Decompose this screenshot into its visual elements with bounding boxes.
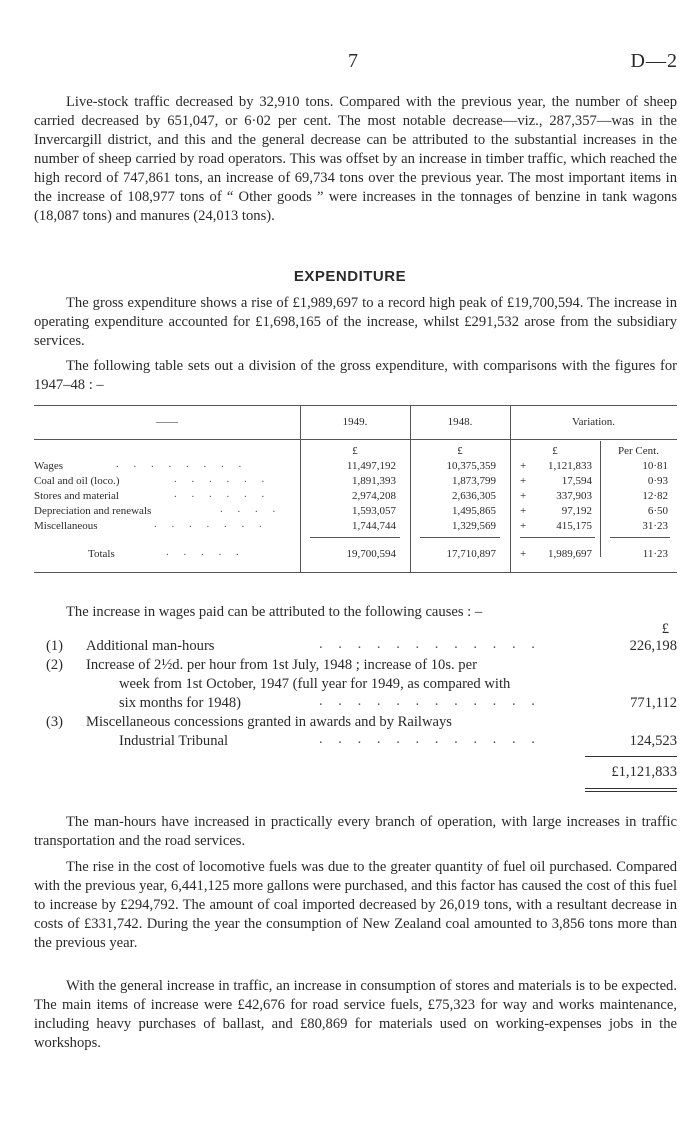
cause-text: six months for 1948) (119, 695, 242, 711)
total-variation-sign: + (520, 548, 527, 560)
variation-sign: + (520, 490, 527, 502)
cause-number: (3) (46, 714, 64, 730)
subtotal-rule (520, 537, 595, 538)
value-1948: 1,329,569 (452, 520, 496, 532)
page-number: 7 (348, 50, 358, 72)
causes-unit: £ (661, 621, 669, 637)
variation-sign: + (520, 505, 527, 517)
table-col-divider (410, 405, 411, 572)
variation-percent: 0·93 (647, 475, 668, 487)
sum-rule (585, 756, 677, 757)
total-1949: 19,700,594 (346, 548, 396, 560)
table-header-blank: —— (156, 416, 178, 428)
cause-text: Industrial Tribunal (119, 733, 229, 749)
subtotal-rule (610, 537, 670, 538)
paragraph-gross-expenditure: The gross expenditure shows a rise of £1,989,697 to a record high peak of £19,700,594. The increase in operating expenditure accounted for £1,698,165 of the increase, whilst £291,532 arose from the subsidiary services. (34, 295, 677, 349)
variation-value: 337,903 (556, 490, 592, 502)
value-1949: 2,974,208 (352, 490, 396, 502)
row-label: Wages (34, 460, 64, 472)
expenditure-table (34, 405, 677, 590)
document-reference: D—2 (630, 50, 678, 72)
totals-label: Totals (88, 548, 115, 560)
table-header-variation: Variation. (571, 416, 616, 428)
cause-amount: 226,198 (629, 638, 677, 654)
table-col-divider (510, 405, 511, 572)
row-label: Depreciation and renewals (34, 505, 152, 517)
leader-dots: . . . . . . . . (116, 458, 248, 470)
leader-dots: . . . . . . . . . . . . (319, 636, 541, 652)
variation-percent: 10·81 (642, 460, 668, 472)
paragraph-livestock: Live-stock traffic decreased by 32,910 tons. Compared with the previous year, the number of sheep carried decreased by 651,047, or 6·02 per cent. The most notable decrease—viz., 287,357—was in the Invercargill district, and this and the general decrease can be attributed to the substantial increases in the number of sheep carried by road operators. This was offset by an increase in timber traffic, which reached the high record of 747,861 tons, an increase of 69,734 tons over the previous year. The most important items in the increase of 108,977 tons of “ Other goods ” were increases in the tonnages of benzine in tank wagons (18,087 tons) and manures (24,013 tons). (34, 94, 677, 224)
cause-text: Miscellaneous concessions granted in awards and by Railways (86, 714, 452, 730)
unit-pound: £ (457, 445, 463, 457)
total-variation: 1,989,697 (548, 548, 592, 560)
variation-value: 97,192 (561, 505, 592, 517)
value-1949: 1,593,057 (352, 505, 396, 517)
cause-number: (1) (46, 638, 64, 654)
cause-text: Increase of 2½d. per hour from 1st July, 1948 ; increase of 10s. per (86, 657, 477, 673)
variation-value: 1,121,833 (548, 460, 592, 472)
variation-value: 415,175 (556, 520, 592, 532)
variation-percent: 12·82 (642, 490, 668, 502)
table-header-1948: 1948. (447, 416, 473, 428)
cause-amount: 771,112 (630, 695, 677, 711)
cause-amount: 124,523 (629, 733, 677, 749)
variation-sign: + (520, 475, 527, 487)
paragraph-table-intro: The following table sets out a division of the gross expenditure, with comparisons with the figures for 1947–48 : – (34, 358, 677, 393)
table-header-1949: 1949. (342, 416, 368, 428)
value-1949: 1,744,744 (352, 520, 396, 532)
row-label: Miscellaneous (34, 520, 98, 532)
value-1948: 10,375,359 (446, 460, 496, 472)
table-bottom-rule (34, 572, 677, 573)
variation-percent: 6·50 (647, 505, 668, 517)
unit-pound: £ (352, 445, 358, 457)
cause-text: week from 1st October, 1947 (full year for 1949, as compared with (119, 676, 511, 692)
variation-percent: 31·23 (642, 520, 668, 532)
variation-sign: + (520, 520, 527, 532)
unit-pound: £ (552, 445, 558, 457)
row-label: Stores and material (34, 490, 119, 502)
value-1948: 2,636,305 (452, 490, 496, 502)
value-1949: 11,497,192 (346, 460, 396, 472)
value-1948: 1,873,799 (452, 475, 496, 487)
paragraph-stores-materials: With the general increase in traffic, an increase in consumption of stores and materials is to be expected. The main items of increase were £42,676 for road service fuels, £75,323 for way and works maintenance, including heavy purchases of ballast, and £80,869 for materials used on working-expenses jobs in the workshops. (34, 978, 677, 1051)
double-rule-bottom (585, 791, 677, 792)
cause-number: (2) (46, 657, 64, 673)
table-top-rule (34, 405, 677, 406)
subtotal-rule (420, 537, 500, 538)
paragraph-wage-causes-intro: The increase in wages paid can be attributed to the following causes : – (66, 604, 483, 620)
leader-dots: . . . . . (166, 546, 245, 558)
variation-sign: + (520, 460, 527, 472)
cause-text: Additional man-hours (86, 638, 215, 654)
table-col-divider (300, 405, 301, 572)
causes-total: £1,121,833 (611, 764, 677, 780)
value-1949: 1,891,393 (352, 475, 396, 487)
leader-dots: . . . . (220, 503, 282, 515)
total-1948: 17,710,897 (446, 548, 496, 560)
subtotal-rule (310, 537, 400, 538)
table-header-rule (34, 439, 677, 440)
variation-value: 17,594 (561, 475, 592, 487)
unit-percent: Per Cent. (618, 445, 659, 457)
value-1948: 1,495,865 (452, 505, 496, 517)
total-percent: 11·23 (642, 548, 668, 560)
double-rule-top (585, 788, 677, 789)
row-label: Coal and oil (loco.) (34, 475, 120, 487)
leader-dots: . . . . . . . (154, 518, 268, 530)
leader-dots: . . . . . . . . . . . . (319, 731, 541, 747)
leader-dots: . . . . . . (174, 473, 271, 485)
section-heading: EXPENDITURE (293, 268, 407, 285)
leader-dots: . . . . . . (174, 488, 271, 500)
paragraph-locomotive-fuels: The rise in the cost of locomotive fuels was due to the greater quantity of fuel oil purchased. Compared with the previous year, 6,441,125 more gallons were purchased, and this factor has caused the cost of this fuel to increase by £294,792. The amount of coal imported decreased by 26,019 tons, with a resultant decrease in costs of £331,742. During the year the consumption of New Zealand coal amounted to 3,856 tons more than the previous year. (34, 859, 677, 951)
leader-dots: . . . . . . . . . . . . (319, 693, 541, 709)
paragraph-man-hours: The man-hours have increased in practically every branch of operation, with large increases in traffic transportation and the road services. (34, 814, 677, 849)
